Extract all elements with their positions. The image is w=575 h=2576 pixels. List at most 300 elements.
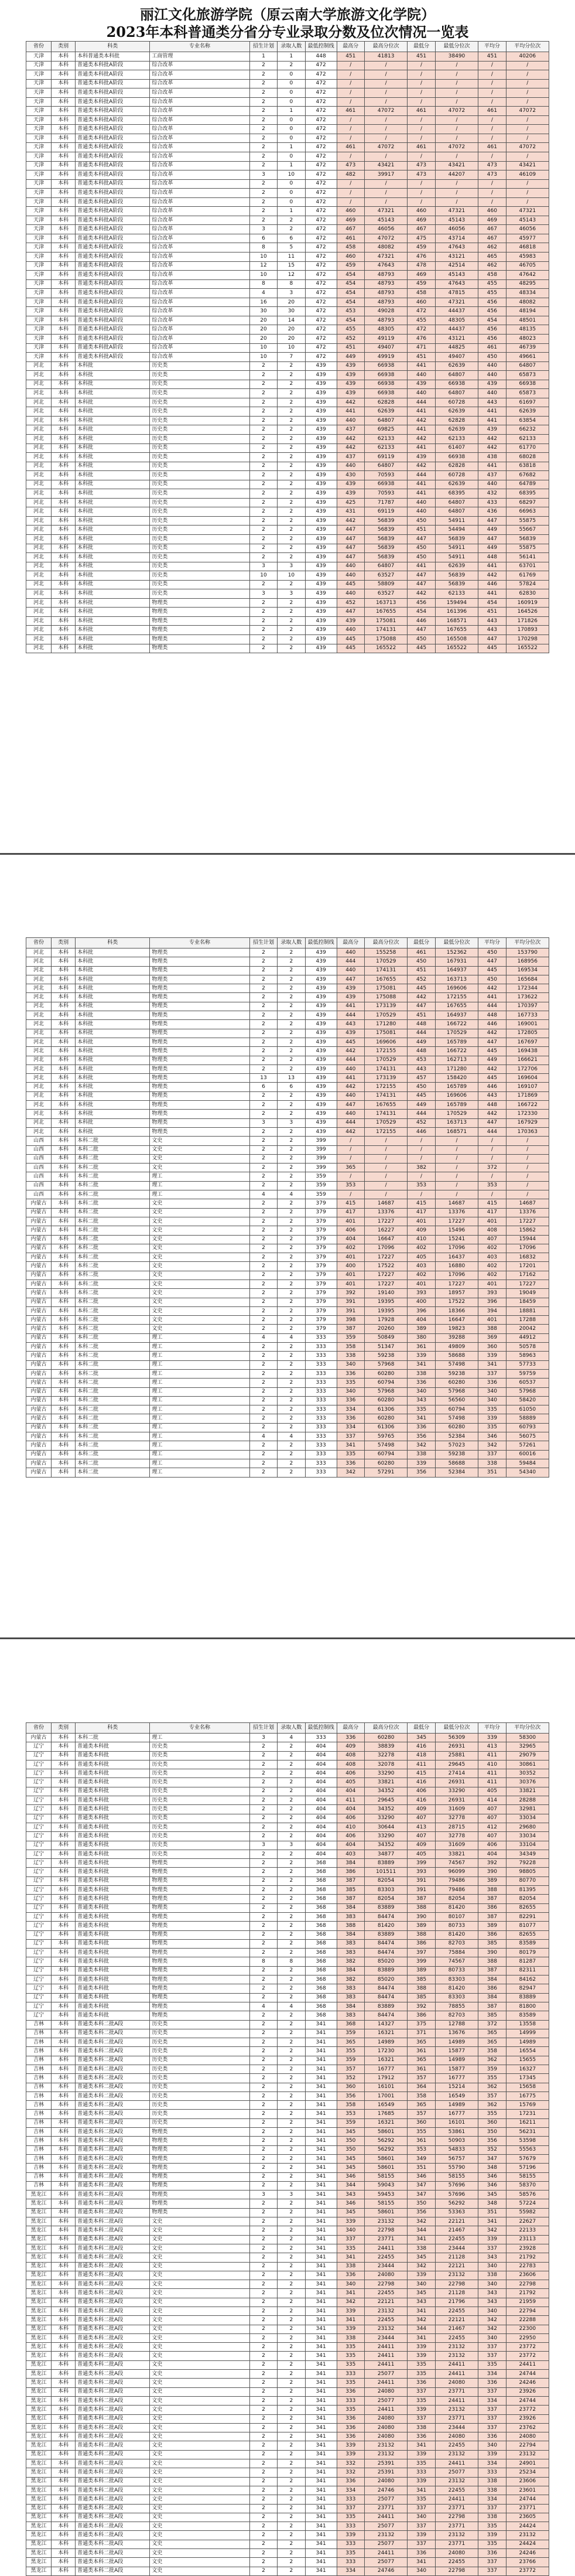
cell-avg-score: 455 [478,279,506,289]
cell-min-rank: 53363 [435,2208,478,2217]
cell-admitted: 2 [278,2128,305,2137]
table-row [26,70,549,80]
cell-province: 内蒙古 [26,1280,52,1288]
table-row [26,2423,549,2432]
cell-control-line: 439 [305,434,337,443]
table-row [26,2091,549,2100]
table-row [26,1110,549,1118]
cell-batch: 普通类本科二批A段 [76,2226,150,2235]
cell-avg-rank: 82947 [506,1984,549,1993]
cell-max-rank: 167655 [365,975,408,984]
cell-max-rank: 82054 [365,1895,408,1903]
cell-min-score: 450 [408,516,435,526]
cell-admitted: 2 [278,1038,305,1046]
table-row [26,2513,549,2522]
cell-batch: 普通类本科批A阶段 [76,316,150,325]
cell-batch: 普通类本科批A阶段 [76,298,150,307]
cell-plan: 4 [249,1190,277,1199]
cell-avg-score: / [478,189,506,198]
cell-control-line: 368 [305,1868,337,1876]
cell-batch: 本科批 [76,635,150,644]
cell-category: 本科 [52,216,76,225]
cell-province: 黑龙江 [26,2217,52,2226]
cell-admitted: 10 [278,170,305,180]
cell-control-line: 341 [305,2137,337,2145]
cell-max-score: 344 [337,2181,364,2190]
cell-plan: 2 [249,1423,277,1432]
cell-category: 本科 [52,1760,76,1769]
cell-max-rank: 56292 [365,2137,408,2145]
table-row [26,1832,549,1841]
cell-avg-rank: 66232 [506,425,549,435]
cell-max-rank: 32278 [365,1751,408,1760]
table-row [26,398,549,407]
cell-plan: 2 [249,216,277,225]
cell-avg-score: / [478,1190,506,1199]
cell-max-score: 339 [337,2441,364,2450]
cell-category: 本科 [52,434,76,443]
cell-major: 历史类 [150,1742,249,1751]
cell-admitted: 2 [278,1895,305,1903]
cell-batch: 普通类本科批 [76,1805,150,1814]
cell-category: 本科 [52,948,76,957]
cell-control-line: 341 [305,2343,337,2352]
cell-max-rank: 47643 [365,261,408,271]
cell-major: 文史 [150,1145,249,1154]
cell-max-score: 461 [337,234,364,243]
cell-avg-score: 337 [478,2504,506,2513]
table-row [26,1734,549,1742]
cell-admitted: 2 [278,1164,305,1172]
cell-avg-score: 436 [478,507,506,517]
cell-province: 黑龙江 [26,2316,52,2325]
cell-avg-score: / [478,70,506,80]
cell-category: 本科 [52,2118,76,2127]
cell-avg-rank: 15769 [506,2101,549,2110]
cell-province: 吉林 [26,2091,52,2100]
page-divider [0,1637,575,1639]
cell-admitted: 2 [278,1325,305,1333]
cell-category: 本科 [52,1360,76,1369]
cell-batch: 本科批 [76,1091,150,1100]
cell-admitted: 2 [278,2459,305,2468]
table-row [26,1787,549,1796]
cell-major: 物理类 [150,1922,249,1930]
cell-min-score: 447 [408,534,435,544]
cell-major: 文史 [150,1226,249,1235]
table-row [26,471,549,480]
table-row [26,2181,549,2190]
cell-avg-rank: / [506,1190,549,1199]
cell-batch: 普通类本科二批A段 [76,2298,150,2307]
table-row [26,2441,549,2450]
cell-avg-rank: 24744 [506,2495,549,2504]
cell-avg-score: 387 [478,2002,506,2011]
cell-plan: 2 [249,398,277,407]
cell-major: 文史 [150,1289,249,1298]
cell-province: 内蒙古 [26,1432,52,1441]
cell-province: 天津 [26,261,52,271]
cell-control-line: 472 [305,115,337,125]
cell-major: 物理类 [150,957,249,966]
cell-province: 内蒙古 [26,1352,52,1360]
cell-avg-score: 401 [478,1316,506,1325]
cell-min-score: 393 [408,1868,435,1876]
cell-category: 本科 [52,1912,76,1921]
cell-major: 历史类 [150,580,249,589]
cell-min-rank: 43121 [435,253,478,262]
cell-control-line: 439 [305,380,337,389]
cell-plan: 2 [249,498,277,507]
cell-avg-rank: 23926 [506,2414,549,2423]
cell-major: 文史 [150,2343,249,2352]
cell-major: 理工 [150,1450,249,1459]
cell-avg-score: 455 [478,289,506,298]
table-row [26,316,549,325]
cell-major: 历史类 [150,1823,249,1831]
cell-avg-score: / [478,97,506,107]
cell-min-rank: 24411 [435,2370,478,2379]
cell-admitted: 0 [278,97,305,107]
cell-batch: 本科批 [76,361,150,371]
cell-control-line: 341 [305,2352,337,2360]
cell-avg-rank: 24901 [506,2459,549,2468]
table-row [26,2540,549,2548]
cell-plan: 2 [249,88,277,98]
cell-province: 吉林 [26,2181,52,2190]
cell-min-rank: 165789 [435,1038,478,1046]
cell-admitted: 2 [278,2441,305,2450]
cell-major: 文史 [150,1217,249,1226]
cell-plan: 2 [249,2522,277,2531]
cell-province: 辽宁 [26,1957,52,1966]
cell-min-rank: 165789 [435,1101,478,1110]
cell-max-score: 339 [337,2307,364,2316]
cell-max-score: 406 [337,1769,364,1778]
cell-min-score: 451 [408,526,435,535]
cell-province: 山西 [26,1137,52,1145]
cell-major: 历史类 [150,507,249,517]
cell-plan: 2 [249,1369,277,1378]
cell-batch: 普通类本科批 [76,1975,150,1984]
cell-avg-rank: 81287 [506,1957,549,1966]
cell-max-rank: 17096 [365,1244,408,1253]
table-row [26,1127,549,1136]
cell-avg-rank: 48501 [506,316,549,325]
cell-max-rank: 47072 [365,107,408,116]
cell-min-score: 416 [408,1778,435,1787]
cell-batch: 本科批 [76,380,150,389]
cell-max-score: 391 [337,1306,364,1315]
cell-avg-score: 340 [478,2262,506,2271]
cell-admitted: 2 [278,2379,305,2387]
cell-max-score: / [337,179,364,189]
cell-max-rank: 171280 [365,1020,408,1029]
cell-min-rank: 18957 [435,1289,478,1298]
cell-max-score: 340 [337,1360,364,1369]
cell-category: 本科 [52,1468,76,1477]
table-row [26,2432,549,2441]
cell-avg-rank: 24744 [506,2370,549,2379]
cell-min-rank: 164937 [435,966,478,975]
cell-avg-rank: 29079 [506,1751,549,1760]
cell-min-rank: 44437 [435,307,478,316]
cell-admitted: 10 [278,343,305,353]
cell-province: 内蒙古 [26,1423,52,1432]
cell-category: 本科 [52,2181,76,2190]
cell-avg-rank: 169107 [506,1083,549,1091]
cell-major: 文史 [150,2567,249,2575]
cell-min-score: 401 [408,1217,435,1226]
cell-min-rank: 39288 [435,1333,478,1342]
cell-plan: 8 [249,279,277,289]
cell-province: 天津 [26,197,52,207]
cell-admitted: 2 [278,580,305,589]
cell-category: 本科 [52,1769,76,1778]
cell-admitted: 0 [278,197,305,207]
cell-admitted: 2 [278,1441,305,1450]
table-row [26,1038,549,1046]
cell-min-score: 411 [408,1760,435,1769]
cell-max-rank: 20260 [365,1325,408,1333]
cell-control-line: 368 [305,1895,337,1903]
cell-avg-score: 348 [478,2164,506,2172]
cell-min-score: 459 [408,279,435,289]
cell-max-score: 439 [337,616,364,626]
cell-avg-score: 362 [478,2083,506,2091]
cell-major: 文史 [150,2271,249,2280]
cell-category: 本科 [52,2271,76,2280]
cell-avg-rank: 60016 [506,1450,549,1459]
cell-category: 本科 [52,2540,76,2548]
cell-max-score: 458 [337,243,364,253]
cell-province: 辽宁 [26,1868,52,1876]
cell-category: 本科 [52,2558,76,2567]
cell-max-rank: 34352 [365,1841,408,1850]
table-row [26,2307,549,2316]
cell-major: 综合改革 [150,143,249,152]
cell-major: 综合改革 [150,325,249,335]
cell-control-line: 404 [305,1814,337,1823]
cell-avg-rank: 49661 [506,353,549,362]
cell-max-score: 404 [337,1805,364,1814]
cell-category: 本科 [52,361,76,371]
cell-province: 吉林 [26,2047,52,2056]
cell-avg-score: 437 [478,471,506,480]
cell-max-score: 454 [337,271,364,280]
cell-min-score: 356 [408,2208,435,2217]
cell-category: 本科 [52,1083,76,1091]
cell-control-line: 333 [305,1432,337,1441]
table-header [26,42,549,52]
cell-plan: 2 [249,2459,277,2468]
cell-plan: 2 [249,2056,277,2065]
cell-plan: 2 [249,1760,277,1769]
cell-category: 本科 [52,125,76,134]
cell-avg-rank: 60537 [506,1379,549,1387]
cell-min-score: 337 [408,2414,435,2423]
cell-admitted: 2 [278,1993,305,2002]
column-header-batch: 科类 [76,1723,150,1734]
cell-province: 天津 [26,189,52,198]
cell-category: 本科 [52,1734,76,1742]
cell-avg-score: 445 [478,1074,506,1083]
cell-max-score: 338 [337,2333,364,2342]
cell-control-line: 472 [305,170,337,180]
cell-min-score: / [408,179,435,189]
page-1 [26,6,549,653]
cell-max-score: 383 [337,1993,364,2002]
table-row [26,1280,549,1288]
cell-admitted: 3 [278,589,305,599]
table-row [26,2486,549,2495]
cell-admitted: 2 [278,2387,305,2396]
cell-major: 历史类 [150,453,249,462]
cell-max-score: 335 [337,2379,364,2387]
cell-admitted: 2 [278,1805,305,1814]
cell-max-rank: 66938 [365,389,408,398]
cell-category: 本科 [52,2038,76,2047]
cell-province: 吉林 [26,2065,52,2073]
cell-plan: 2 [249,2325,277,2333]
cell-max-score: 460 [337,207,364,216]
cell-min-rank: 54911 [435,544,478,553]
cell-batch: 本科二批 [76,1199,150,1208]
cell-batch: 普通类本科二批A段 [76,2065,150,2073]
cell-control-line: 341 [305,2065,337,2073]
cell-batch: 普通类本科批A阶段 [76,125,150,134]
cell-avg-rank: 57679 [506,2154,549,2163]
cell-avg-score: 337 [478,2343,506,2352]
cell-max-score: 444 [337,957,364,966]
cell-admitted: 4 [278,1432,305,1441]
cell-admitted: 2 [278,966,305,975]
cell-category: 本科 [52,2011,76,2020]
cell-max-rank: 62133 [365,443,408,453]
cell-control-line: 439 [305,407,337,417]
title-line-2: 2023年本科普通类分省分专业录取分数及位次情况一览表 [106,23,469,40]
cell-min-rank: 46056 [435,225,478,234]
cell-control-line: 404 [305,1787,337,1796]
cell-plan: 2 [249,2145,277,2154]
cell-min-score: 469 [408,271,435,280]
cell-admitted: 2 [278,2056,305,2065]
cell-province: 内蒙古 [26,1306,52,1315]
cell-control-line: 472 [305,152,337,162]
cell-max-rank: 34352 [365,1787,408,1796]
cell-plan: 2 [249,2128,277,2137]
cell-batch: 普通类本科二批A段 [76,2145,150,2154]
cell-max-rank: 17522 [365,1262,408,1271]
cell-province: 河北 [26,1118,52,1127]
cell-max-rank: / [365,88,408,98]
cell-avg-score: 337 [478,2423,506,2432]
cell-max-rank: 56292 [365,2145,408,2154]
cell-major: 历史类 [150,589,249,599]
cell-admitted: 2 [278,1352,305,1360]
cell-control-line: 439 [305,598,337,608]
cell-min-rank: 53861 [435,2128,478,2137]
cell-category: 本科 [52,1751,76,1760]
cell-category: 本科 [52,2074,76,2083]
cell-avg-score: 372 [478,2020,506,2029]
cell-avg-rank: 18459 [506,1298,549,1306]
cell-province: 吉林 [26,2128,52,2137]
cell-batch: 普通类本科批A阶段 [76,107,150,116]
cell-avg-rank: 14989 [506,2038,549,2047]
table-row [26,1047,549,1056]
cell-max-score: 339 [337,2531,364,2540]
cell-min-score: 389 [408,1325,435,1333]
cell-province: 天津 [26,307,52,316]
cell-avg-score: 447 [478,957,506,966]
cell-control-line: 439 [305,626,337,635]
cell-max-rank: 56839 [365,534,408,544]
cell-category: 本科 [52,966,76,975]
cell-batch: 普通类本科批 [76,1895,150,1903]
cell-max-rank: 61306 [365,1423,408,1432]
cell-control-line: 472 [305,216,337,225]
cell-max-rank: 84474 [365,1949,408,1957]
cell-plan: 2 [249,1280,277,1288]
cell-plan: 2 [249,1396,277,1405]
cell-avg-score: 445 [478,644,506,653]
cell-avg-score: 439 [478,425,506,435]
cell-category: 本科 [52,1101,76,1110]
cell-min-rank: 31609 [435,1805,478,1814]
cell-province: 河北 [26,544,52,553]
cell-max-rank: 47072 [365,143,408,152]
cell-category: 本科 [52,1850,76,1858]
cell-min-score: 448 [408,1020,435,1029]
cell-major: 综合改革 [150,289,249,298]
cell-plan: 2 [249,2432,277,2441]
cell-major: 历史类 [150,2020,249,2029]
cell-admitted: 2 [278,1226,305,1235]
cell-min-rank: 16101 [435,2118,478,2127]
table-row [26,253,549,262]
cell-admitted: 2 [278,1306,305,1315]
cell-category: 本科 [52,1029,76,1038]
column-header-plan: 招生计划 [249,938,277,948]
cell-batch: 本科批 [76,553,150,562]
cell-avg-rank: 46056 [506,225,549,234]
table-row [26,1056,549,1064]
cell-province: 吉林 [26,2164,52,2172]
cell-plan: 2 [249,1859,277,1868]
cell-category: 本科 [52,2172,76,2181]
cell-plan: 2 [249,2280,277,2289]
cell-min-score: 336 [408,1423,435,1432]
cell-batch: 普通类本科批 [76,1876,150,1885]
cell-max-rank: 33290 [365,1814,408,1823]
cell-min-score: 380 [408,1333,435,1342]
cell-control-line: 472 [305,289,337,298]
cell-province: 河北 [26,626,52,635]
cell-plan: 2 [249,97,277,107]
cell-max-rank: 85020 [365,1957,408,1966]
cell-min-score: 450 [408,1083,435,1091]
cell-category: 本科 [52,2199,76,2208]
cell-max-rank: 49407 [365,343,408,353]
cell-avg-score: 450 [478,975,506,984]
cell-min-rank: 56839 [435,580,478,589]
cell-major: 文史 [150,1199,249,1208]
cell-batch: 本科批 [76,608,150,617]
cell-province: 河北 [26,416,52,425]
cell-max-score: / [337,97,364,107]
cell-min-score: 400 [408,1298,435,1306]
